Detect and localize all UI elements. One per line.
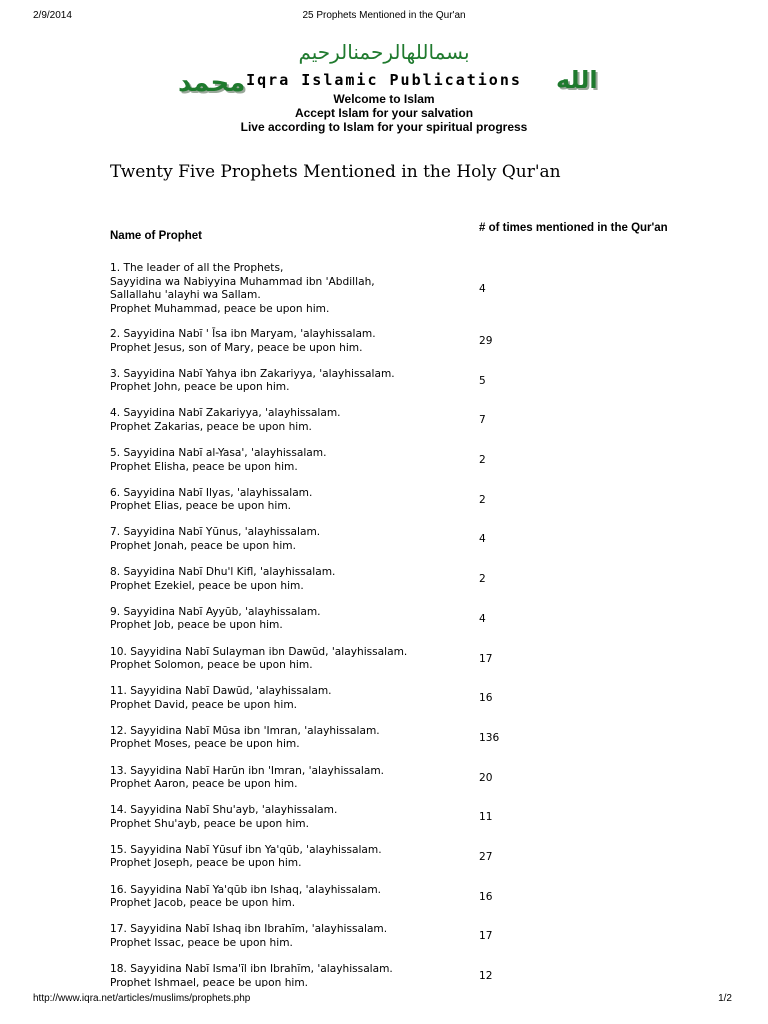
prophet-line: Prophet Muhammad, peace be upon him. (110, 302, 330, 315)
prophet-line: Prophet Ishmael, peace be upon him. (110, 976, 309, 987)
mention-count: 16 (479, 890, 493, 903)
prophet-description (110, 804, 470, 831)
table-row (110, 884, 670, 924)
mention-count: 29 (479, 335, 493, 347)
prophet-line: Sayyidina wa Nabiyyina Muhammad ibn 'Abdillah, (110, 275, 375, 288)
mention-count: 27 (479, 850, 493, 863)
print-header (0, 10, 768, 24)
mention-count: 11 (479, 811, 493, 824)
prophet-description (110, 963, 470, 987)
prophet-description (110, 646, 470, 673)
table-row (110, 526, 670, 566)
mention-count: 2 (479, 454, 486, 467)
table-row (110, 407, 670, 447)
prophet-description (110, 844, 470, 871)
table-row (110, 606, 670, 646)
table-row (110, 487, 670, 527)
print-footer (0, 993, 768, 1007)
mention-count: 20 (479, 771, 493, 784)
page-url: http://www.iqra.net/articles/muslims/prophets.php (33, 993, 251, 1004)
prophet-description (110, 487, 470, 514)
mention-count: 16 (479, 692, 493, 705)
tagline-live: Live according to Islam for your spiritual progress (240, 120, 528, 134)
prophet-line: 10. Sayyidina Nabī Sulayman ibn Dawūd, 'alayhissalam. (110, 645, 408, 658)
page-number: 1/2 (718, 993, 732, 1004)
column-header-name: Name of Prophet (110, 230, 203, 242)
prophet-description (110, 566, 470, 593)
table-row (110, 566, 670, 606)
prophet-description (110, 765, 470, 792)
prophet-description (110, 725, 470, 752)
prophet-line: 5. Sayyidina Nabī al-Yasa', 'alayhissalam. (110, 447, 327, 460)
table-row (110, 844, 670, 884)
prophet-line: Prophet Issac, peace be upon him. (110, 936, 293, 949)
prophet-line: Prophet Moses, peace be upon him. (110, 738, 300, 751)
mention-count: 12 (479, 970, 493, 982)
table-row (110, 447, 670, 487)
prophet-line: 4. Sayyidina Nabī Zakariyya, 'alayhissalam. (110, 407, 341, 420)
prophet-line: Prophet Zakarias, peace be upon him. (110, 420, 312, 433)
mention-count: 2 (479, 573, 486, 586)
prophet-description (110, 368, 470, 395)
mention-count: 17 (479, 652, 493, 665)
prophet-line: 18. Sayyidina Nabī Isma'īl ibn Ibrahīm, 'alayhissalam. (110, 963, 393, 975)
mention-count: 136 (479, 731, 500, 744)
prophet-line: Prophet Jesus, son of Mary, peace be upon him. (110, 341, 363, 354)
prophet-line: Prophet Jonah, peace be upon him. (110, 539, 296, 552)
prophet-line: Prophet Elias, peace be upon him. (110, 500, 292, 513)
prophet-line: Prophet Ezekiel, peace be upon him. (110, 579, 304, 592)
prophet-line: 8. Sayyidina Nabī Dhu'l Kifl, 'alayhissalam. (110, 566, 336, 579)
prophet-line: 12. Sayyidina Nabī Mūsa ibn 'Imran, 'alayhissalam. (110, 724, 380, 737)
column-header-count: # of times mentioned in the Qur'an (479, 222, 668, 234)
mention-count: 2 (479, 493, 486, 506)
prophet-line: 14. Sayyidina Nabī Shu'ayb, 'alayhissalam. (110, 804, 338, 817)
mention-count: 4 (479, 283, 486, 295)
prophet-description (110, 884, 470, 911)
page-title: Twenty Five Prophets Mentioned in the Holy Qur'an (110, 162, 561, 182)
prophet-description (110, 685, 470, 712)
tagline-accept: Accept Islam for your salvation (294, 106, 474, 120)
table-row (110, 725, 670, 765)
mention-count: 4 (479, 533, 486, 546)
table-row (110, 923, 670, 963)
bismillah-calligraphy: بسماللهالرحمنالرحيم (298, 40, 470, 64)
prophet-line: Prophet Elisha, peace be upon him. (110, 460, 298, 473)
prophet-description (110, 407, 470, 434)
table-row (110, 368, 670, 408)
table-row (110, 804, 670, 844)
table-header (110, 222, 670, 252)
prophet-line: Prophet Joseph, peace be upon him. (110, 857, 302, 870)
prophets-table (110, 262, 670, 987)
mention-count: 17 (479, 930, 493, 943)
mention-count: 5 (479, 374, 486, 387)
publisher-name: Iqra Islamic Publications (246, 71, 522, 89)
prophet-line: Prophet Job, peace be upon him. (110, 619, 283, 632)
prophet-line: Prophet John, peace be upon him. (110, 381, 290, 394)
prophet-line: Prophet Aaron, peace be upon him. (110, 778, 298, 791)
table-row (110, 328, 670, 368)
print-title: 25 Prophets Mentioned in the Qur'an (302, 10, 466, 21)
prophet-line: Prophet Shu'ayb, peace be upon him. (110, 817, 309, 830)
prophet-line: 6. Sayyidina Nabī Ilyas, 'alayhissalam. (110, 486, 313, 499)
prophet-description (110, 262, 470, 316)
prophet-line: 2. Sayyidina Nabī ' Īsa ibn Maryam, 'alayhissalam. (110, 328, 376, 340)
prophet-line: 1. The leader of all the Prophets, (110, 262, 284, 274)
mention-count: 7 (479, 414, 486, 427)
table-row (110, 963, 670, 987)
prophet-description (110, 923, 470, 950)
prophet-description (110, 328, 470, 355)
table-row (110, 262, 670, 328)
table-row (110, 646, 670, 686)
prophet-description (110, 526, 470, 553)
table-row (110, 685, 670, 725)
prophet-line: 13. Sayyidina Nabī Harūn ibn 'Imran, 'alayhissalam. (110, 764, 385, 777)
prophet-line: Prophet David, peace be upon him. (110, 698, 298, 711)
allah-calligraphy: الله (556, 66, 598, 94)
prophet-line: 15. Sayyidina Nabī Yūsuf ibn Ya'qūb, 'alayhissalam. (110, 843, 382, 856)
prophet-line: 7. Sayyidina Nabī Yūnus, 'alayhissalam. (110, 526, 321, 539)
prophet-line: 3. Sayyidina Nabī Yahya ibn Zakariyya, 'alayhissalam. (110, 367, 395, 380)
table-row (110, 765, 670, 805)
prophet-description (110, 606, 470, 633)
prophet-line: 11. Sayyidina Nabī Dawūd, 'alayhissalam. (110, 685, 332, 698)
prophet-description (110, 447, 470, 474)
tagline-welcome: Welcome to Islam (333, 92, 435, 106)
prophet-line: Sallallahu 'alayhi wa Sallam. (110, 289, 261, 301)
prophet-line: Prophet Jacob, peace be upon him. (110, 897, 296, 910)
prophet-line: 17. Sayyidina Nabī Ishaq ibn Ibrahīm, 'alayhissalam. (110, 923, 388, 936)
prophet-line: 9. Sayyidina Nabī Ayyūb, 'alayhissalam. (110, 605, 321, 618)
print-date: 2/9/2014 (33, 10, 72, 21)
mention-count: 4 (479, 612, 486, 625)
prophet-line: 16. Sayyidina Nabī Ya'qūb ibn Ishaq, 'alayhissalam. (110, 883, 382, 896)
prophet-line: Prophet Solomon, peace be upon him. (110, 659, 313, 671)
muhammad-calligraphy: محمد (178, 68, 246, 98)
